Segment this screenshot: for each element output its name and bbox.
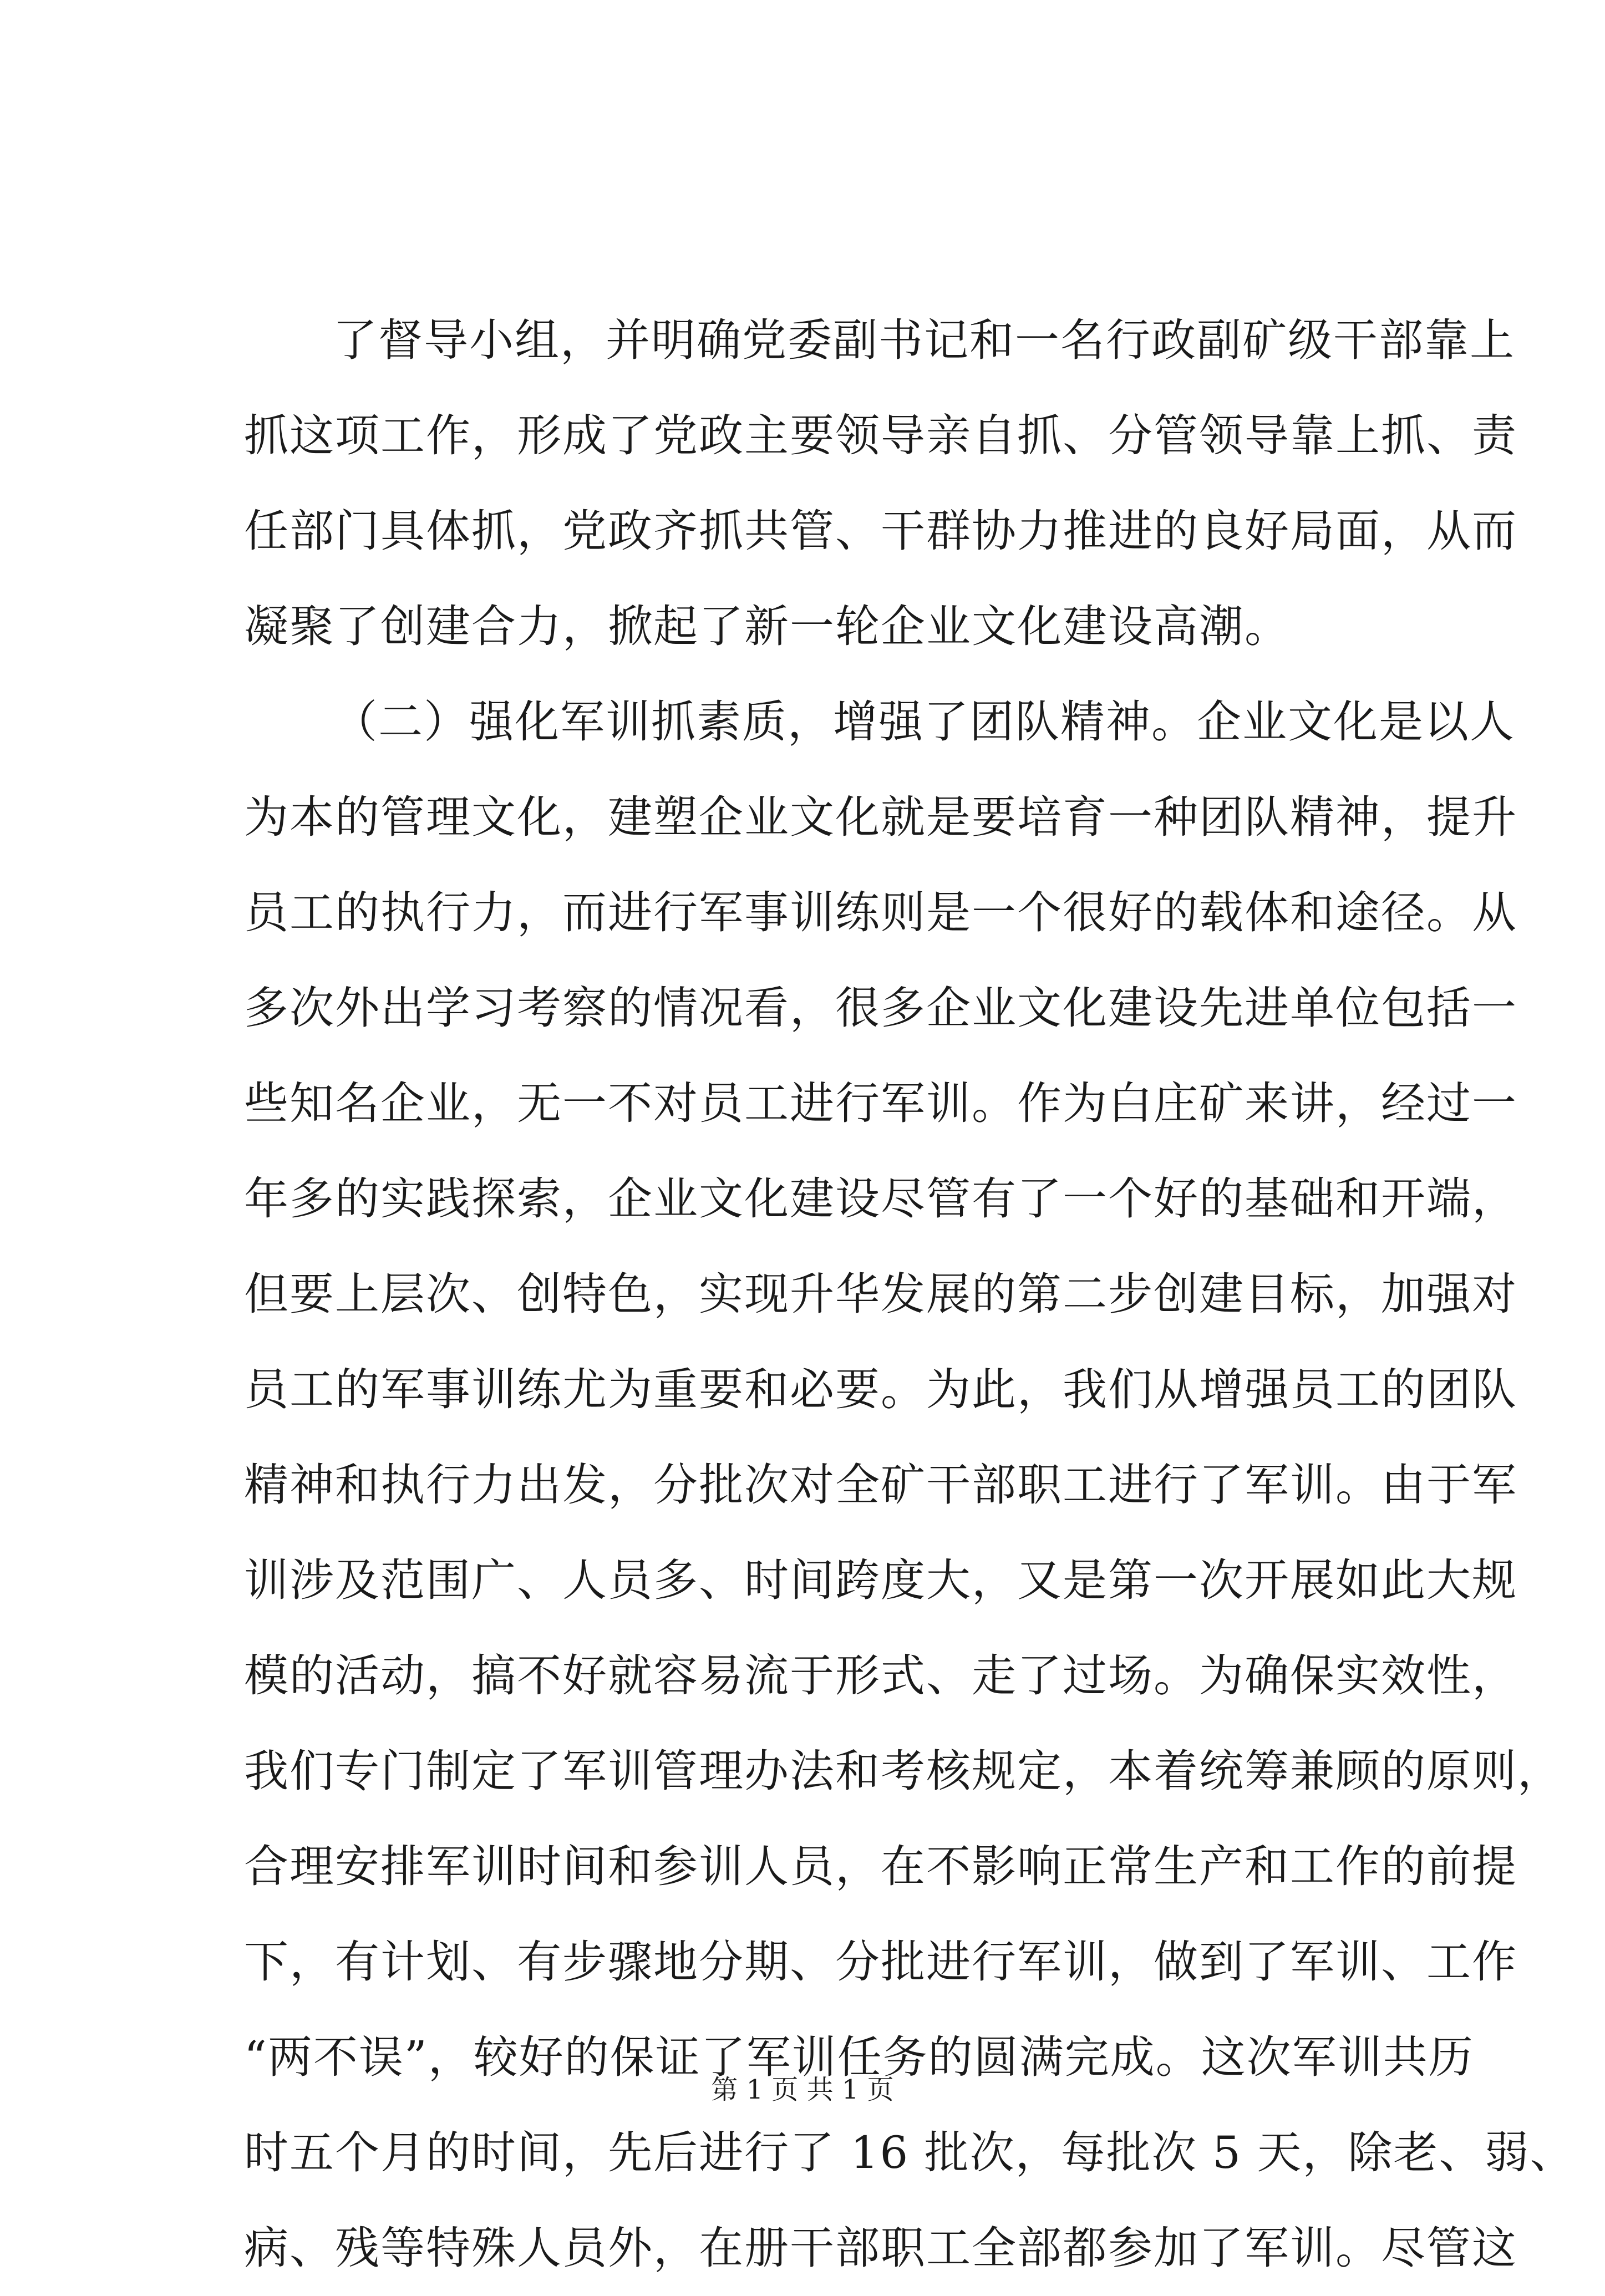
text-line: 精神和执行力出发，分批次对全矿干部职工进行了军训。由于军 (244, 1459, 1517, 1511)
text-line: 抓这项工作，形成了党政主要领导亲自抓、分管领导靠上抓、责 (244, 410, 1517, 461)
text-line: 合理安排军训时间和参训人员，在不影响正常生产和工作的前提 (244, 1841, 1517, 1892)
text-line: 时五个月的时间，先后进行了 16 批次，每批次 5 天，除老、弱、 (244, 2127, 1576, 2178)
text-line: 年多的实践探索，企业文化建设尽管有了一个好的基础和开端， (244, 1173, 1517, 1225)
body-text (244, 293, 1576, 2296)
text-line: 但要上层次、创特色，实现升华发展的第二步创建目标，加强对 (244, 1268, 1517, 1320)
text-line: 员工的军事训练尤为重要和必要。为此，我们从增强员工的团队 (244, 1364, 1517, 1415)
text-line: 为本的管理文化，建塑企业文化就是要培育一种团队精神，提升 (244, 791, 1517, 843)
text-line: 模的活动，搞不好就容易流于形式、走了过场。为确保实效性， (244, 1650, 1517, 1701)
text-line: 员工的执行力，而进行军事训练则是一个很好的载体和途径。从 (244, 887, 1517, 938)
text-line: 多次外出学习考察的情况看，很多企业文化建设先进单位包括一 (244, 982, 1517, 1034)
text-line: 训涉及范围广、人员多、时间跨度大，又是第一次开展如此大规 (244, 1555, 1517, 1606)
text-line: 病、残等特殊人员外，在册干部职工全部都参加了军训。尽管这 (244, 2222, 1517, 2274)
text-line: 凝聚了创建合力，掀起了新一轮企业文化建设高潮。 (244, 601, 1290, 652)
page-footer: 第 1 页 共 1 页 (711, 2074, 894, 2105)
text-line: 了督导小组，并明确党委副书记和一名行政副矿级干部靠上 (333, 314, 1515, 366)
text-line: 任部门具体抓，党政齐抓共管、干群协力推进的良好局面，从而 (244, 505, 1517, 557)
text-line: 我们专门制定了军训管理办法和考核规定，本着统筹兼顾的原则， (244, 1745, 1563, 1797)
text-line: “两不误”，较好的保证了军训任务的圆满完成。这次军训共历 (244, 2031, 1474, 2083)
text-line: （二）强化军训抓素质，增强了团队精神。企业文化是以人 (333, 696, 1515, 748)
text-line: 些知名企业，无一不对员工进行军训。作为白庄矿来讲，经过一 (244, 1078, 1517, 1129)
text-line: 下，有计划、有步骤地分期、分批进行军训，做到了军训、工作 (244, 1936, 1517, 1988)
